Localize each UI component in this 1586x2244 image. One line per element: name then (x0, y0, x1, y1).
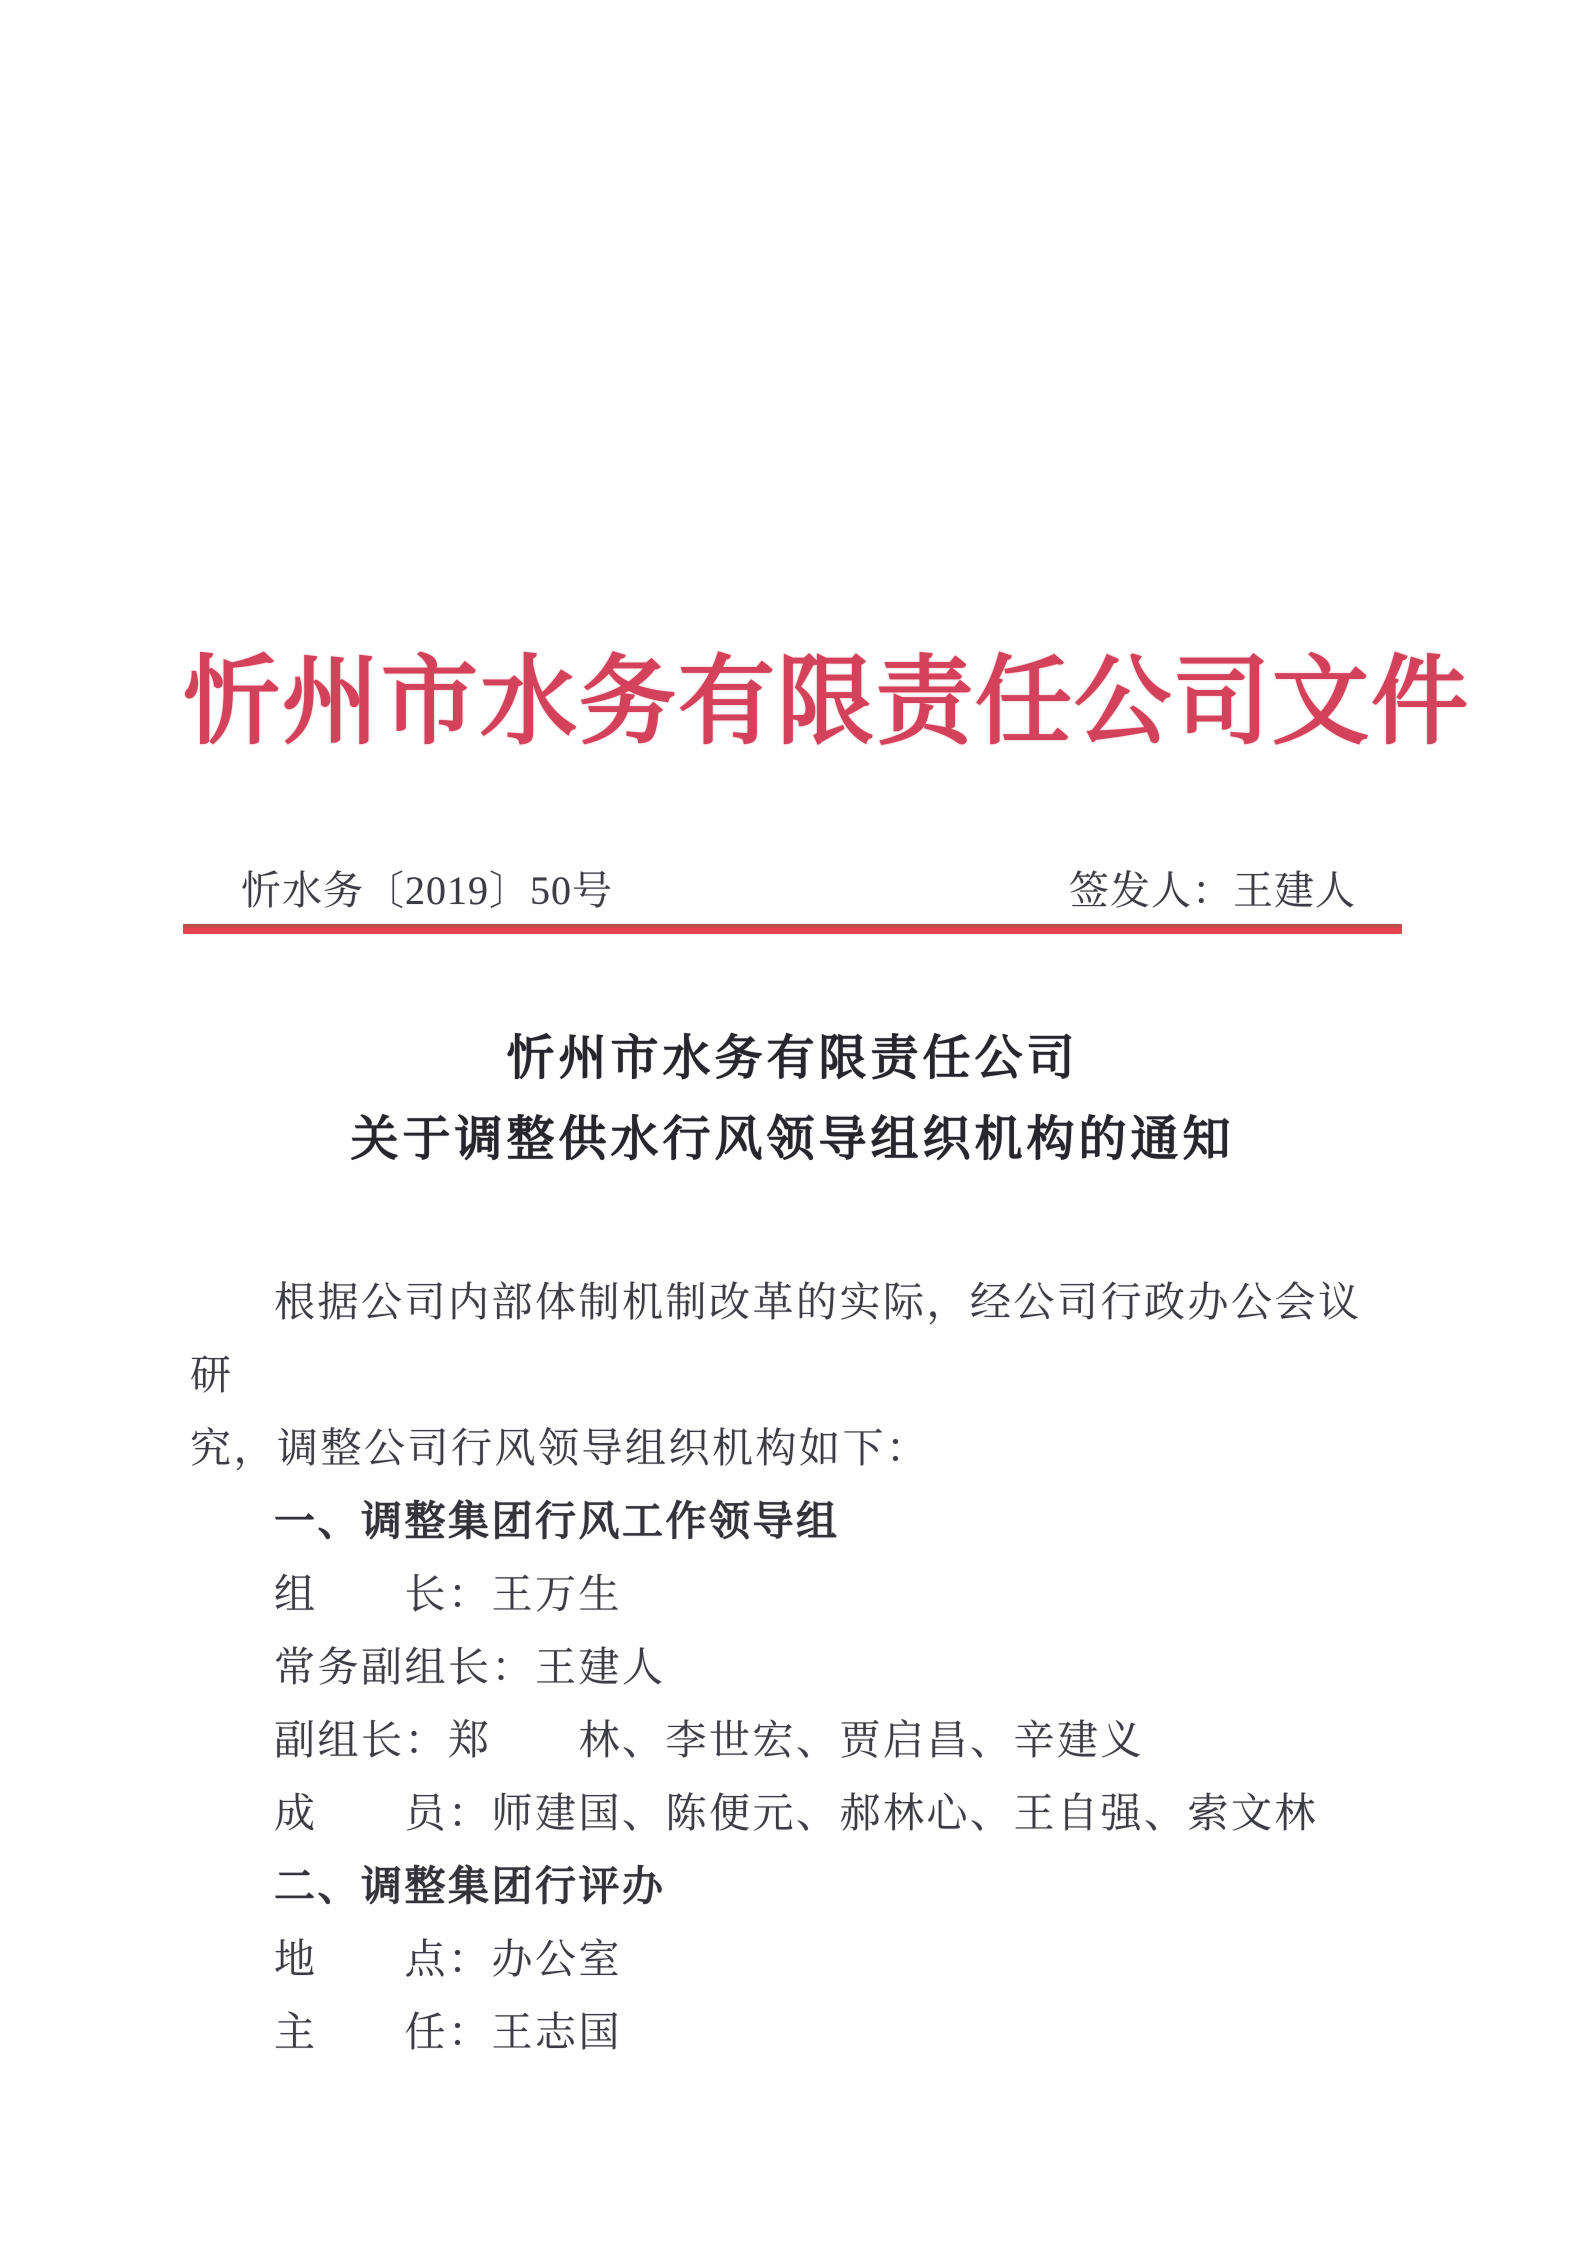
issuer-label: 签发人： (1069, 868, 1233, 913)
document-title (183, 1018, 1402, 1180)
body-line-section-heading: 二、调整集团行评办 (274, 1863, 666, 1909)
body-line: 主 任：王志国 (274, 2009, 622, 2055)
letterhead-org-title: 忻州市水务有限责任公司文件 (183, 649, 1470, 756)
body-line: 常务副组长：王建人 (274, 1644, 666, 1690)
docnum-row (183, 870, 1402, 916)
body-line: 根据公司内部体制机制改革的实际，经公司行政办公会议研 (190, 1279, 1362, 1398)
document-number: 忻水务〔2019〕50号 (241, 868, 613, 913)
document-body (183, 1266, 1402, 2069)
body-line: 副组长：郑 林、李世宏、贾启昌、辛建义 (274, 1717, 1144, 1763)
document-title-line1: 忻州市水务有限责任公司 (506, 1032, 1079, 1085)
red-rule-divider (183, 924, 1402, 934)
body-line: 成 员：师建国、陈便元、郝林心、王自强、索文林 (274, 1790, 1318, 1836)
document-title-line2: 关于调整供水行风领导组织机构的通知 (350, 1113, 1235, 1166)
body-line-section-heading: 一、调整集团行风工作领导组 (274, 1498, 840, 1544)
issuer (1069, 859, 1356, 916)
body-line: 地 点：办公室 (274, 1936, 622, 1982)
issuer-name: 王建人 (1233, 868, 1356, 913)
body-line: 究，调整公司行风领导组织机构如下： (190, 1425, 930, 1471)
body-line: 组 长：王万生 (274, 1571, 622, 1617)
document-content (183, 0, 1470, 2244)
